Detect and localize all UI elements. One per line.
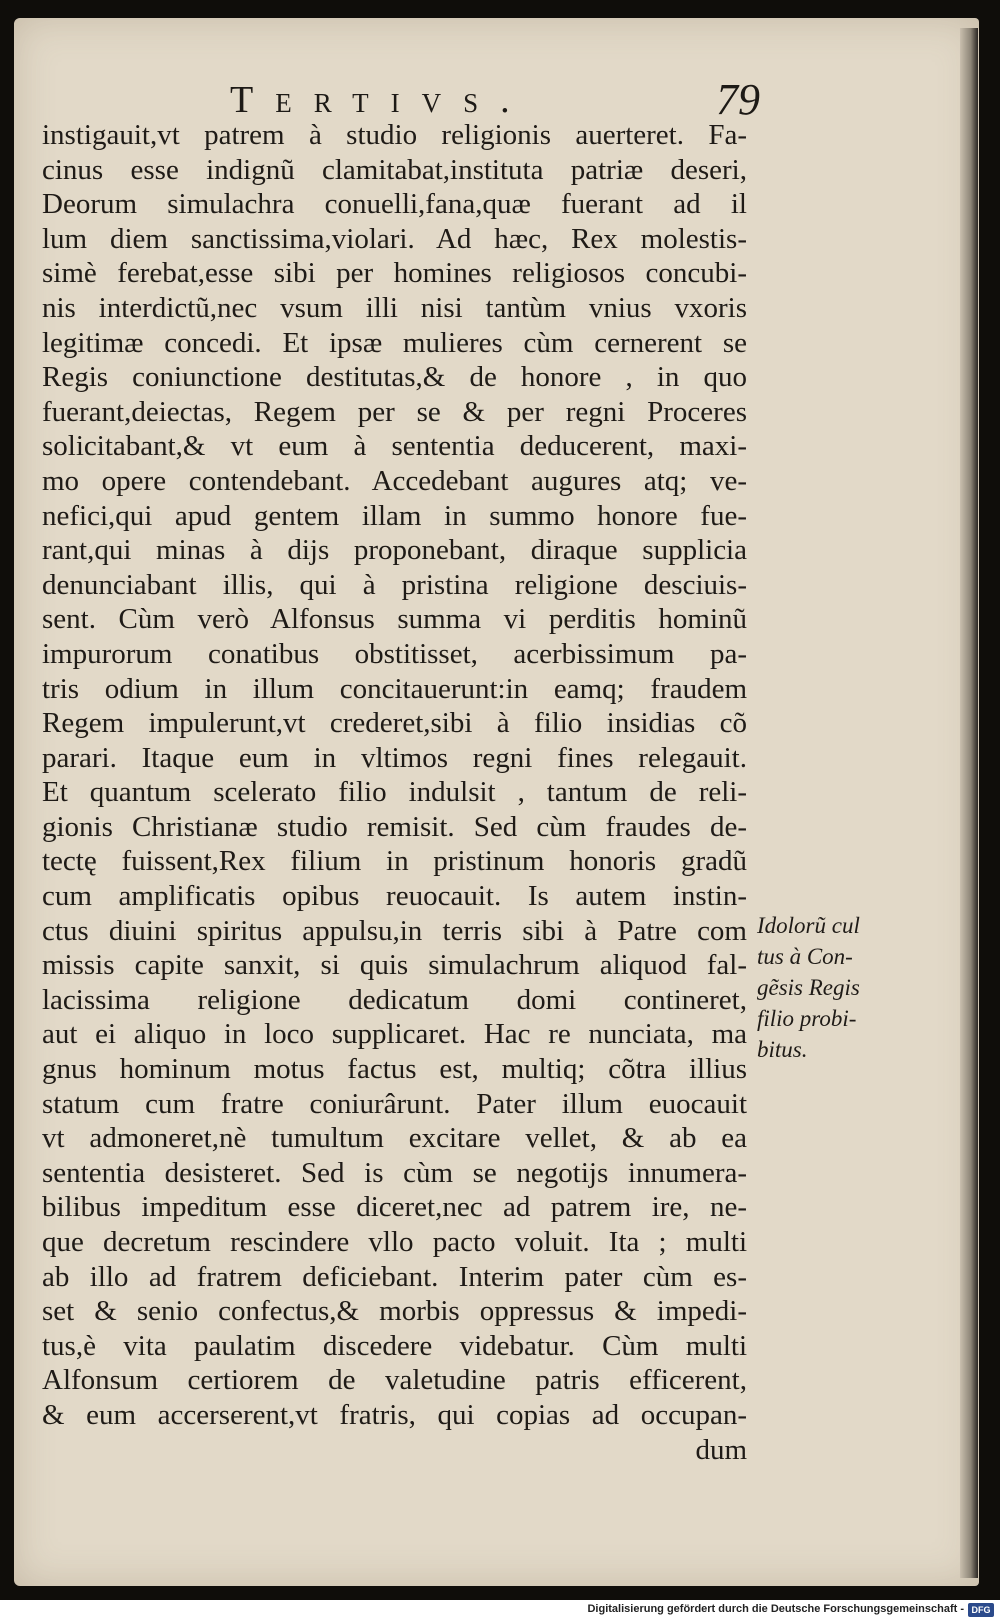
text-line: gnus hominum motus factus est, multiq; cõtra illius [42,1053,747,1086]
text-line: & eum accerserent,vt fratris, qui copias ad occupan- [42,1398,747,1431]
marginal-note-line: bitus. [757,1037,808,1062]
text-line: tris odium in illum concitauerunt:in eamq; fraudem [42,672,747,705]
text-line: Alfonsum certiorem de valetudine patris efficerent, [42,1364,747,1397]
marginal-note-line: Idolorũ cul [757,913,860,938]
text-line: que decretum rescindere vllo pacto voluit. Ita ; multi [42,1226,747,1258]
text-line: dum [695,1433,747,1466]
text-line: fuerant,deiectas, Regem per se & per regni Proceres [42,395,747,428]
text-line: nefici,qui apud gentem illam in summo honore fue- [42,499,747,532]
body-text [42,118,747,1467]
text-line: gionis Christianæ studio remisit. Sed cùm fraudes de- [42,810,747,843]
text-line: ctus diuini spiritus appulsu,in terris sibi à Patre com [42,914,747,947]
dfg-logo: DFG [968,1603,994,1617]
text-line: Regis coniunctione destitutas,& de honore , in quo [42,361,747,394]
text-line: Et quantum scelerato filio indulsit , tantum de reli- [42,776,747,809]
text-line: ab illo ad fratrem deficiebant. Interim pater cùm es- [42,1260,747,1293]
page-number: 79 [716,75,760,124]
text-line: solicitabant,& vt eum à sententia deducerent, maxi- [42,430,747,463]
text-line: tectę fuissent,Rex filium in pristinum honoris gradũ [42,845,747,878]
text-line: tus,è vita paulatim discedere videbatur. Cùm multi [42,1329,747,1362]
text-line: aut ei aliquo in loco supplicaret. Hac re nunciata, ma [42,1018,747,1051]
text-line: parari. Itaque eum in vltimos regni fines relegauit. [42,741,747,774]
text-line: statum cum fratre coniurârunt. Pater illum euocauit [42,1087,747,1120]
marginal-note-line: tus à Con- [757,944,853,969]
text-line: Regem impulerunt,vt crederet,sibi à filio insidias cõ [42,707,747,740]
text-line: set & senio confectus,& morbis oppressus & impedi- [42,1295,747,1328]
text-line: rant,qui minas à dijs proponebant, diraque supplicia [42,534,747,567]
text-line: lacissima religione dedicatum domi contineret, [42,983,747,1016]
text-line: vt admoneret,nè tumultum excitare vellet, & ab ea [42,1122,747,1155]
text-line: cum amplificatis opibus reuocauit. Is autem instin- [42,880,747,913]
footer-bar [0,1600,1000,1621]
text-line: sententia desisteret. Sed is cùm se negotijs innumera- [42,1156,747,1189]
text-line: simè ferebat,esse sibi per homines religiosos concubi- [42,257,747,290]
text-line: mo opere contendebant. Accedebant augures atq; ve- [42,464,747,497]
running-title: Tertivs. [230,79,532,121]
text-line: missis capite sanxit, si quis simulachrum aliquod fal- [42,949,747,982]
marginal-note-line: filio probi- [757,1006,857,1031]
text-line: lum diem sanctissima,violari. Ad hæc, Rex molestis- [42,222,747,255]
text-line: sent. Cùm verò Alfonsus summa vi perditis hominũ [42,603,747,636]
text-line: denunciabant illis, qui à pristina religione desciuis- [42,568,747,601]
page-edge [960,28,978,1578]
text-line: impurorum conatibus obstitisset, acerbissimum pa- [42,637,747,670]
funding-credit: Digitalisierung gefördert durch die Deutsche Forschungsgemeinschaft - [587,1603,964,1615]
text-line: bilibus impeditum esse diceret,nec ad patrem ire, ne- [42,1191,747,1224]
text-line: cinus esse indignũ clamitabat,instituta patriæ deseri, [42,153,747,186]
text-line: nis interdictũ,nec vsum illi nisi tantùm vnius vxoris [42,291,747,324]
marginal-note [757,910,887,1065]
text-line: Deorum simulachra conuelli,fana,quæ fuerant ad il [42,188,747,221]
marginal-note-line: gẽsis Regis [757,975,860,1000]
text-line: instigauit,vt patrem à studio religionis auerteret. Fa- [42,119,747,151]
text-line: legitimæ concedi. Et ipsæ mulieres cùm cernerent se [42,326,747,359]
